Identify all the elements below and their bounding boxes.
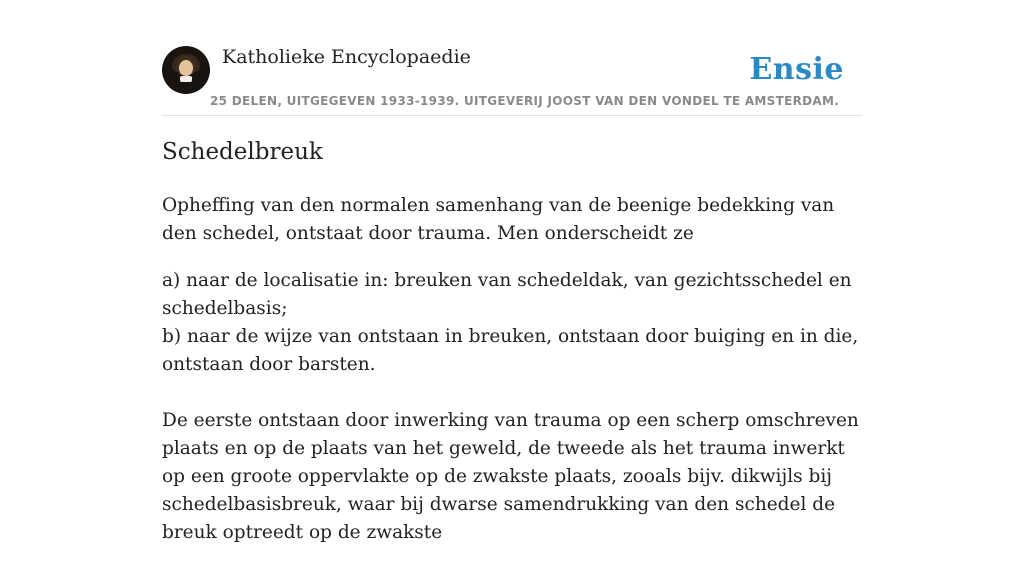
entry-title: Schedelbreuk [162, 139, 323, 165]
entry-list [162, 267, 872, 379]
header-divider [162, 115, 862, 116]
entry-list-item-a: a) naar de localisatie in: breuken van schedeldak, van gezichtsschedel en schedelbasis; [162, 270, 852, 319]
site-header [162, 46, 862, 116]
entry-content [162, 192, 872, 566]
entry-list-item-b: b) naar de wijze van ontstaan in breuken, ontstaan door buiging en in die, ontstaan door barsten. [162, 326, 859, 375]
brand-logo[interactable]: Ensie [749, 52, 844, 87]
source-subtitle: 25 DELEN, UITGEGEVEN 1933-1939. UITGEVERIJ JOOST VAN DEN VONDEL TE AMSTERDAM. [210, 94, 840, 108]
entry-paragraph-3: De eerste ontstaan door inwerking van trauma op een scherp omschreven plaats en op de plaats van het geweld, de tweede als het trauma inwerkt op een groote oppervlakte op de zwakste plaats, zooals bijv. dikwijls bij schedelbasisbreuk, waar bij dwarse samendrukking van den schedel de breuk optreedt op de zwakste [162, 410, 859, 543]
portrait-avatar-icon[interactable] [162, 46, 210, 94]
entry-paragraph-1: Opheffing van den normalen samenhang van de beenige bedekking van den schedel, ontstaat door trauma. Men onderscheidt ze [162, 195, 835, 244]
site-title[interactable]: Katholieke Encyclopaedie [222, 46, 471, 68]
